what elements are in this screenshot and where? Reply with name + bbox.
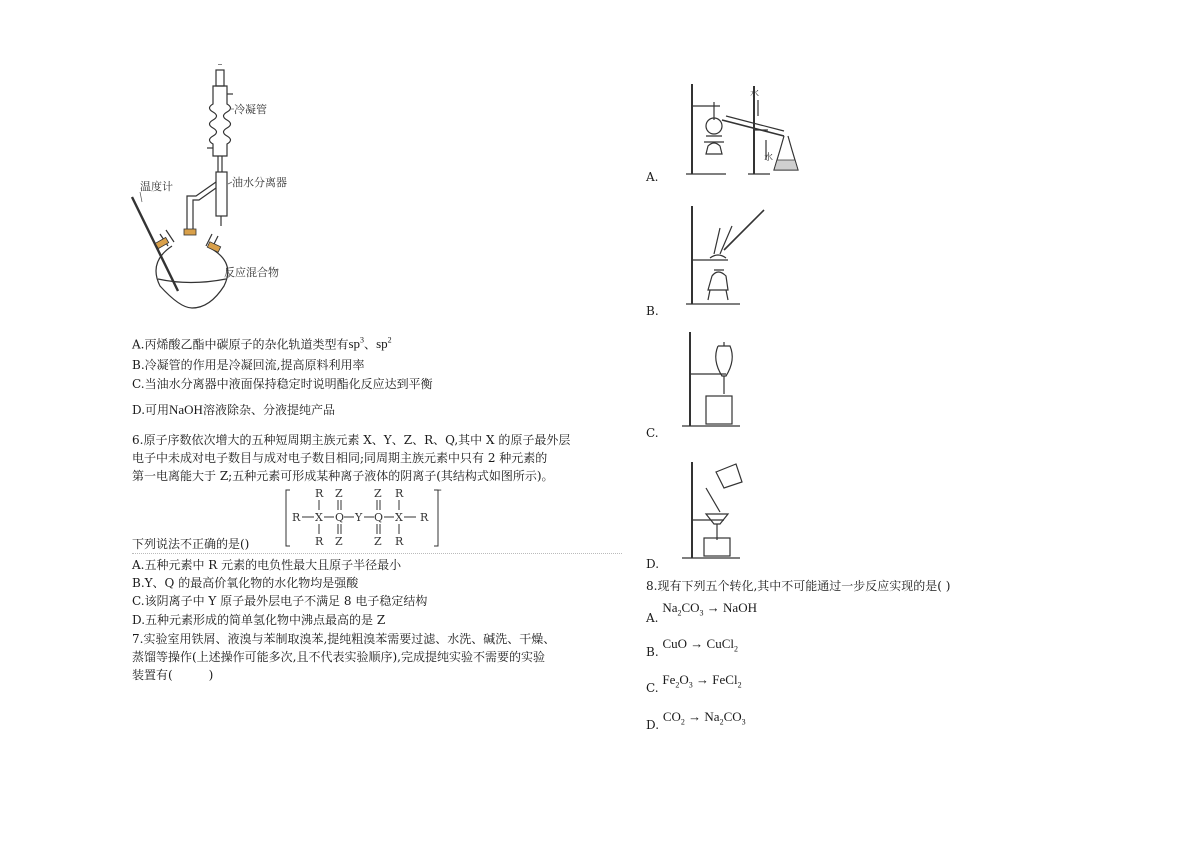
atom-r-top-right: R — [395, 487, 404, 500]
cuo-reactant: CuO — [662, 636, 688, 651]
sp3-formula — [348, 336, 364, 351]
arrow-c: → — [696, 672, 710, 687]
q8-option-a — [646, 600, 757, 628]
atom-r-bottom-right: R — [395, 535, 404, 548]
atom-z-bottom-right: Z — [374, 535, 382, 548]
q6-stem-line2: 电子中未成对电子数目与成对电子数目相同;同周期主族元素中只有 2 种元素的 — [132, 451, 548, 465]
co2-sub: 2 — [680, 717, 685, 727]
na2co3-product-sub2: 3 — [741, 717, 746, 727]
fe2o3-sub1: 2 — [675, 680, 680, 690]
q7-stem-line1: 7.实验室用铁屑、液溴与苯制取溴苯,提纯粗溴苯需要过滤、水洗、碱洗、干燥、 — [132, 632, 556, 646]
sp2-formula — [376, 336, 392, 351]
atom-z-top-right: Z — [374, 487, 382, 500]
label-thermometer: 温度计 — [140, 180, 173, 193]
q7-stem-line3: 装置有( ) — [132, 668, 214, 682]
q8-option-d-formula — [662, 709, 746, 727]
q6-stem-line1: 6.原子序数依次增大的五种短周期主族元素 X、Y、Z、R、Q,其中 X 的原子最外层 — [132, 433, 571, 447]
charge-sign: - — [438, 486, 442, 496]
atom-r-right: R — [420, 511, 429, 524]
arrow-a: → — [706, 600, 720, 615]
arrow-d: → — [688, 709, 702, 724]
atom-q-left: Q — [335, 511, 345, 524]
q5-option-d-suffix: 溶液除杂、分液提纯产品 — [202, 403, 335, 417]
apparatus-d-filtration — [680, 458, 770, 562]
q8-stem: 8.现有下列五个转化,其中不可能通过一步反应实现的是( ) — [646, 579, 951, 593]
naoh-product: NaOH — [723, 600, 757, 615]
na2co3-co: CO — [681, 600, 700, 615]
sp-separator: 、 — [364, 337, 377, 352]
q5-option-a-text: A.丙烯酸乙酯中碳原子的杂化轨道类型有 — [132, 337, 349, 352]
reflux-apparatus-figure — [120, 64, 320, 314]
q6-option-b: B.Y、Q 的最高价氧化物的水化物均是强酸 — [132, 576, 359, 590]
cucl2-base: CuCl — [706, 636, 734, 651]
atom-x-right: X — [395, 511, 403, 524]
naoh-formula: NaOH — [169, 402, 203, 417]
arrow-b: → — [690, 636, 704, 651]
q8-option-a-formula — [662, 600, 757, 618]
q7-stem-line2: 蒸馏等操作(上述操作可能多次,且不代表实验顺序),完成提纯实验不需要的实验 — [132, 650, 545, 664]
q7-option-b-label: B. — [646, 304, 659, 318]
q6-option-d: D.五种元素形成的简单氢化物中沸点最高的是 Z — [132, 613, 386, 627]
atom-r-left: R — [292, 511, 301, 524]
na2co3-sub1: 2 — [677, 608, 682, 618]
atom-x-left: X — [315, 511, 323, 524]
sp2-base: sp — [376, 336, 388, 352]
fecl2-sub: 2 — [737, 680, 742, 690]
na2co3-product-co: CO — [723, 709, 742, 724]
q7-option-d-label: D. — [646, 557, 660, 571]
water-label-bottom: 水 — [764, 153, 774, 163]
label-separator: 油水分离器 — [232, 176, 287, 189]
q8-option-b-label: B. — [646, 645, 659, 659]
cucl2-sub: 2 — [734, 644, 738, 654]
apparatus-a-distillation — [680, 80, 810, 180]
atom-q-right: Q — [374, 511, 384, 524]
atom-r-bottom-left: R — [315, 535, 324, 548]
fe2o3-fe: Fe — [662, 672, 676, 687]
atom-y-center: Y — [355, 511, 363, 524]
q6-option-c: C.该阴离子中 Y 原子最外层电子不满足 8 电子稳定结构 — [132, 594, 428, 608]
sp3-base: sp — [348, 336, 361, 352]
q5-option-d — [132, 402, 335, 418]
q8-option-c-formula — [662, 672, 742, 690]
anion-structure-diagram — [284, 486, 444, 552]
label-condenser: 冷凝管 — [234, 103, 267, 116]
apparatus-c-separatory-funnel — [680, 330, 770, 430]
fe2o3-o: O — [679, 672, 689, 687]
fecl2-base: FeCl — [712, 672, 738, 687]
q5-option-d-prefix: D.可用 — [132, 403, 170, 417]
atom-z-top-left: Z — [335, 487, 343, 500]
q8-option-b — [646, 636, 738, 662]
q8-option-d-label: D. — [646, 718, 660, 732]
na2co3-sub2: 3 — [699, 608, 704, 618]
na2co3-na: Na — [662, 600, 678, 615]
na2co3-product-sub1: 2 — [719, 717, 724, 727]
q8-option-b-formula — [662, 636, 738, 654]
q5-option-b: B.冷凝管的作用是冷凝回流,提高原料利用率 — [132, 358, 365, 372]
atom-r-top-left: R — [315, 487, 324, 500]
apparatus-b-heating — [684, 204, 774, 308]
sp2-sup: 2 — [387, 336, 392, 345]
q8-option-c — [646, 672, 742, 698]
fe2o3-sub2: 3 — [688, 680, 693, 690]
q5-option-a — [132, 333, 392, 352]
q8-option-d — [646, 709, 746, 735]
q7-option-c-label: C. — [646, 426, 659, 440]
sp3-sup: 3 — [360, 336, 365, 345]
q6-divider — [132, 553, 622, 554]
q6-question: 下列说法不正确的是() — [132, 537, 250, 551]
q5-option-c: C.当油水分离器中液面保持稳定时说明酯化反应达到平衡 — [132, 377, 433, 391]
na2co3-product-na: Na — [704, 709, 720, 724]
water-label-top: 水 — [750, 89, 760, 99]
atom-z-bottom-left: Z — [335, 535, 343, 548]
q6-stem-line3: 第一电离能大于 Z;五种元素可形成某种离子液体的阴离子(其结构式如图所示)。 — [132, 469, 554, 483]
q7-option-a-label: A. — [646, 170, 659, 184]
q8-option-a-label: A. — [646, 611, 659, 625]
label-mixture: 反应混合物 — [224, 266, 279, 279]
co2-base: CO — [662, 709, 681, 724]
q6-option-a: A.五种元素中 R 元素的电负性最大且原子半径最小 — [132, 558, 402, 572]
q8-option-c-label: C. — [646, 681, 659, 695]
